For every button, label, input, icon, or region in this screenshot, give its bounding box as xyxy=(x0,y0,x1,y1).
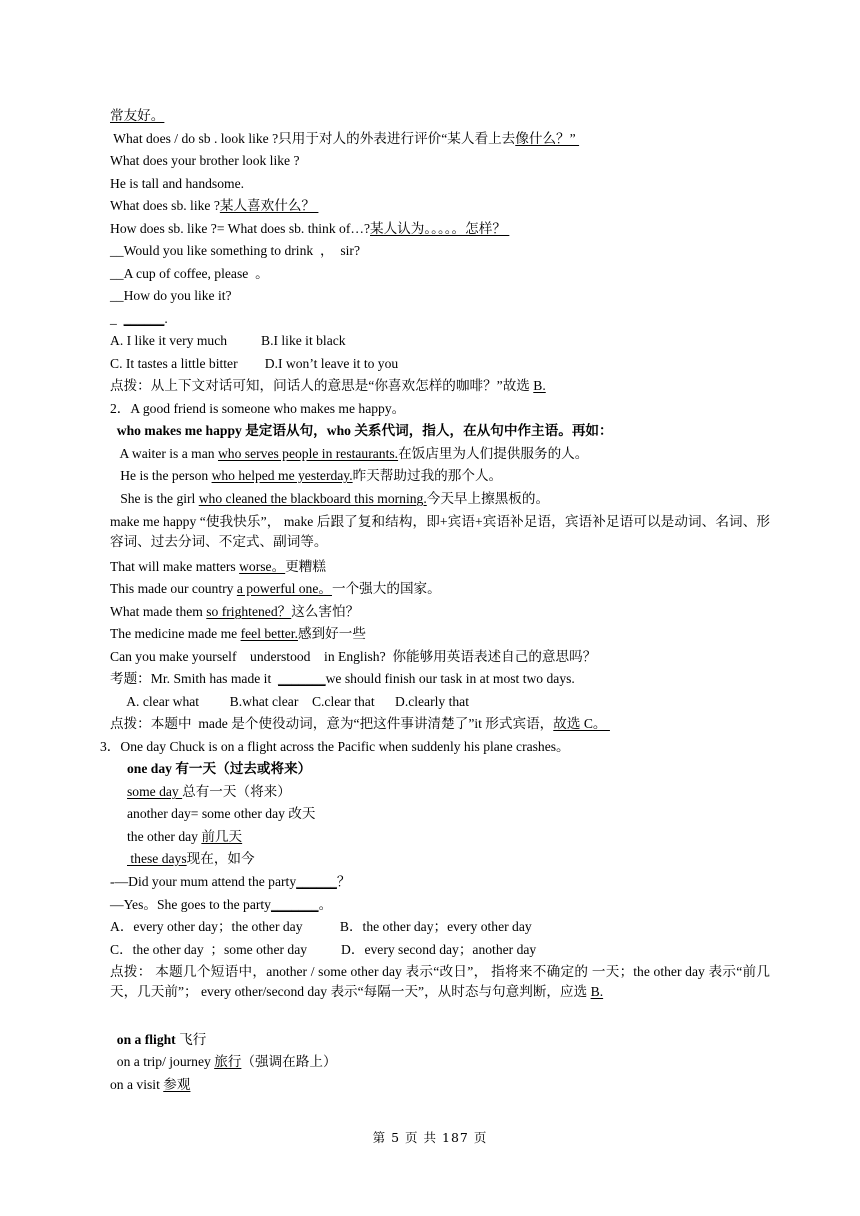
text-line xyxy=(110,421,770,441)
text-segment: C. It tastes a little bitter D.I won’t leave it to you xyxy=(110,356,399,371)
text-segment xyxy=(110,761,127,776)
underlined-text: _______ xyxy=(270,897,319,912)
text-segment: A. I like it very much B.I like it black xyxy=(110,333,346,348)
underlined-text: feel better. xyxy=(240,626,298,641)
text-line xyxy=(110,512,770,552)
text-line xyxy=(110,624,770,644)
text-segment: Can you make yourself understood in English? 你能够用英语表述自己的意思吗？ xyxy=(110,649,597,664)
text-line xyxy=(110,849,770,869)
underlined-text: 某人认为。。。。。怎样？ xyxy=(370,221,510,236)
underlined-text: B. xyxy=(533,378,546,393)
text-segment: What does your brother look like ? xyxy=(110,153,300,168)
bold-text: on a flight xyxy=(116,1032,176,1047)
text-line xyxy=(110,895,770,915)
text-line xyxy=(110,196,770,216)
text-line xyxy=(110,917,770,937)
text-line xyxy=(110,174,770,194)
text-segment: A. clear what B.what clear C.clear that D.clearly that xyxy=(110,694,469,709)
text-segment: another day= some other day 改天 xyxy=(110,806,316,821)
text-segment: 今天早上擦黑板的。 xyxy=(426,491,550,506)
text-segment: on a visit xyxy=(110,1077,164,1092)
text-line xyxy=(110,489,770,509)
text-line xyxy=(110,579,770,599)
underlined-text: 前几天 xyxy=(201,829,243,844)
underlined-text: 常友好。 xyxy=(110,108,165,123)
text-segment: 感到好一些 xyxy=(297,626,366,641)
text-segment: What does sb. like ? xyxy=(110,198,220,213)
text-segment: 2．A good friend is someone who makes me happy。 xyxy=(110,401,406,416)
text-segment: A．every other day；the other day B．the other day；every other day xyxy=(110,919,532,934)
text-line xyxy=(110,962,770,1002)
underlined-text: B. xyxy=(590,984,604,999)
text-line xyxy=(110,759,770,779)
text-segment: She is the girl xyxy=(110,491,199,506)
underlined-text: a powerful one。 xyxy=(236,581,332,596)
text-segment: How does sb. like ?= What does sb. think of…? xyxy=(110,221,370,236)
text-segment: __How do you like it? xyxy=(110,288,232,303)
underlined-text: who helped me yesterday. xyxy=(211,468,353,483)
text-segment: 3．One day Chuck is on a flight across the Pacific when suddenly his plane crashes。 xyxy=(100,739,570,754)
underlined-text: ______ xyxy=(296,874,337,889)
underlined-text: 某人喜欢什么？ xyxy=(219,198,319,213)
text-line xyxy=(110,466,770,486)
text-line xyxy=(110,129,770,149)
text-line xyxy=(110,219,770,239)
text-line xyxy=(110,331,770,351)
underlined-text: 旅行 xyxy=(214,1054,242,1069)
text-line xyxy=(110,714,770,734)
text-line xyxy=(110,669,770,689)
underlined-text: ______ xyxy=(123,311,165,326)
text-line xyxy=(110,376,770,396)
text-segment: 点拨： 本题几个短语中，another / some other day 表示“改日”， 指将来不确定的 一天；the other day 表示“前几天，几天前”； every other/second day 表示“每隔一天”，从时态与句意判断，应选 xyxy=(110,964,770,999)
text-segment: This made our country xyxy=(110,581,237,596)
underlined-text: who serves people in restaurants. xyxy=(217,446,399,461)
text-segment: make me happy “使我快乐”， make 后跟了复和结构，即+宾语+宾语补足语，宾语补足语可以是动词、名词、形容词、过去分词、不定式、副词等。 xyxy=(110,514,770,549)
text-segment: 飞行 xyxy=(175,1032,207,1047)
underlined-text: 故选 C。 xyxy=(553,716,610,731)
text-line xyxy=(110,444,770,464)
text-line xyxy=(110,940,770,960)
text-line xyxy=(110,602,770,622)
text-line xyxy=(110,1052,770,1072)
text-segment: 一个强大的国家。 xyxy=(331,581,441,596)
text-segment: 更糟糕 xyxy=(285,559,326,574)
text-segment xyxy=(110,1032,117,1047)
text-segment: the other day xyxy=(110,829,202,844)
underlined-text: so frightened？ xyxy=(206,604,292,619)
text-line xyxy=(110,309,770,329)
text-line xyxy=(110,872,770,892)
bold-text: who makes me happy 是定语从句，who 关系代词，指人，在从句中作主语。再如： xyxy=(110,423,613,438)
text-line xyxy=(110,1075,770,1095)
text-line xyxy=(110,1030,770,1050)
text-segment: 点拨：从上下文对话可知，问话人的意思是“你喜欢怎样的咖啡？”故选 xyxy=(110,378,534,393)
text-segment: 现在，如今 xyxy=(186,851,255,866)
text-segment: That will make matters xyxy=(110,559,240,574)
underlined-text: 参观 xyxy=(163,1077,191,1092)
text-line xyxy=(110,354,770,374)
underlined-text: _______ xyxy=(278,671,326,686)
underlined-text: 像什么？” xyxy=(515,131,580,146)
text-line xyxy=(110,557,770,577)
text-line xyxy=(110,782,770,802)
text-segment: A waiter is a man xyxy=(110,446,218,461)
text-segment: we should finish our task in at most two days. xyxy=(325,671,575,686)
text-line xyxy=(110,647,770,667)
text-line xyxy=(110,286,770,306)
text-segment: 。 xyxy=(318,897,333,912)
text-segment: 点拨：本题中 made 是个使役动词，意为“把这件事讲清楚了”it 形式宾语， xyxy=(110,716,554,731)
text-segment: 在饭店里为人们提供服务的人。 xyxy=(398,446,589,461)
text-segment: （强调在路上） xyxy=(241,1054,337,1069)
text-line xyxy=(110,692,770,712)
text-segment: __A cup of coffee, please 。 xyxy=(110,266,269,281)
text-segment: —Yes。She goes to the party xyxy=(110,897,271,912)
text-segment: C．the other day ；some other day D．every second day；another day xyxy=(110,942,537,957)
text-line xyxy=(110,241,770,261)
text-segment: What does / do sb . look like ?只用于对人的外表进行评价“某人看上去 xyxy=(110,131,516,146)
text-segment: . xyxy=(164,311,168,326)
text-segment: _ xyxy=(110,311,124,326)
text-segment xyxy=(110,784,127,799)
text-line xyxy=(110,106,770,126)
text-segment: 这么害怕？ xyxy=(291,604,360,619)
text-line xyxy=(110,827,770,847)
text-segment: 总有一天（将来） xyxy=(182,784,291,799)
text-segment: ？ xyxy=(336,874,351,889)
text-segment: on a trip/ journey xyxy=(110,1054,215,1069)
bold-text: one day 有一天（过去或将来） xyxy=(127,761,312,776)
text-segment: 考题：Mr. Smith has made it xyxy=(110,671,279,686)
text-line xyxy=(110,151,770,171)
underlined-text: some day xyxy=(127,784,183,799)
text-segment: He is tall and handsome. xyxy=(110,176,245,191)
text-line xyxy=(100,737,770,757)
page-footer: 第 5 页 共 187 页 xyxy=(372,1130,488,1145)
underlined-text: worse。 xyxy=(239,559,286,574)
text-segment: He is the person xyxy=(110,468,212,483)
text-segment: The medicine made me xyxy=(110,626,241,641)
underlined-text: who cleaned the blackboard this morning. xyxy=(198,491,427,506)
underlined-text: these days xyxy=(127,851,187,866)
text-line xyxy=(110,804,770,824)
text-line xyxy=(110,399,770,419)
text-segment: __Would you like something to drink ， sir? xyxy=(110,243,360,258)
text-line xyxy=(110,264,770,284)
text-segment: What made them xyxy=(110,604,207,619)
text-segment: -—Did your mum attend the party xyxy=(110,874,297,889)
text-segment: 昨天帮助过我的那个人。 xyxy=(352,468,503,483)
text-segment xyxy=(110,851,127,866)
